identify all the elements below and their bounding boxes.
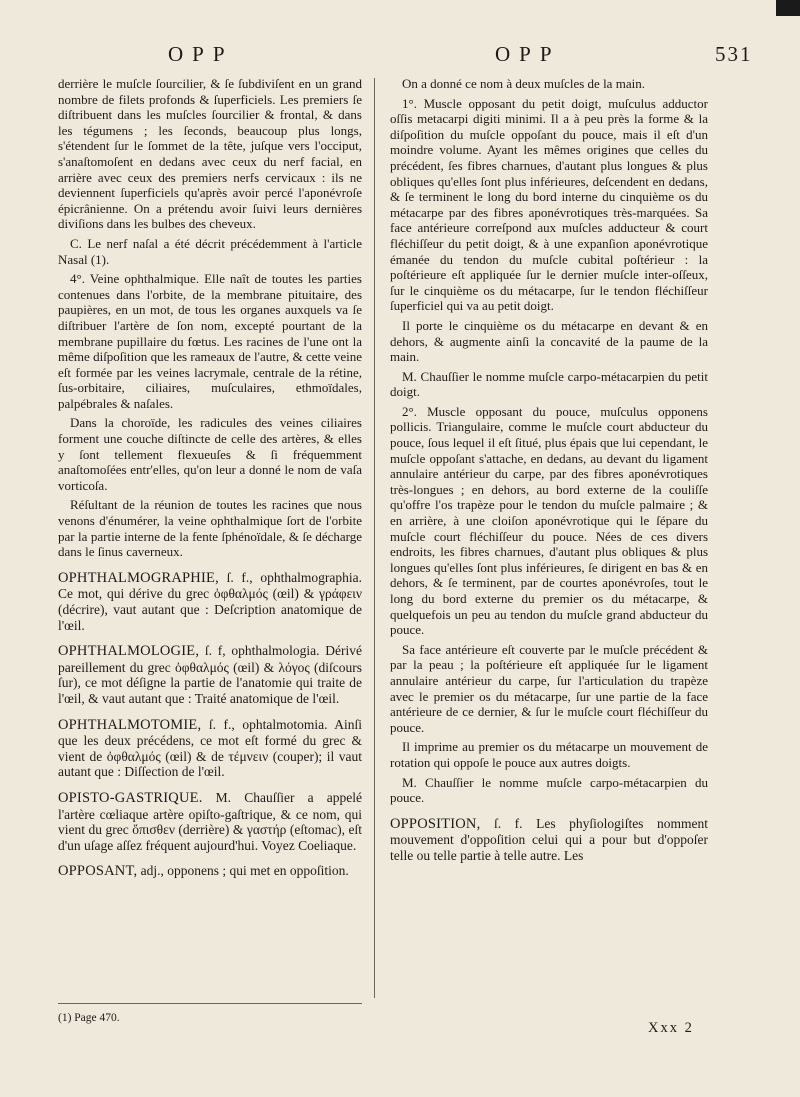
entry-headword: OPHTHALMOTOMIE, — [58, 716, 202, 733]
paragraph: Dans la choroïde, les radicules des veines ciliaires forment une couche diſtincte de celle des artères, & elles y ſont tellement flexueuſes & ſi fréquemment anaſtomoſées entr'elles, qu'on leur a donné le nom de vaſa vorticoſa. — [58, 415, 362, 493]
paragraph: M. Chauſſier le nomme muſcle carpo-métacarpien du petit doigt. — [390, 368, 708, 400]
entry-headword: OPHTHALMOGRAPHIE, — [58, 569, 219, 586]
footnote: (1) Page 470. — [58, 1003, 362, 1024]
dictionary-entry — [58, 863, 362, 880]
paragraph: Réſultant de la réunion de toutes les racines que nous venons d'énumérer, la veine ophthalmique ſort de l'orbite par la partie interne de la fente ſphénoïdale, & ſe décharge dans le ſinus caverneux. — [58, 497, 362, 560]
paragraph: C. Le nerf naſal a été décrit précédemment à l'article Nasal (1). — [58, 235, 362, 267]
entry-headword: OPPOSANT, — [58, 863, 138, 880]
entry-body: ſ. f., ophtalmotomia. Ainſi que les deux précédens, ce mot eſt formé du grec & vient de ὀφθαλμός (œil) & de τέμνειν (couper); il vaut autant que : Diſſection de l'œil. — [58, 716, 362, 780]
right-column — [390, 76, 708, 868]
dictionary-entry — [58, 570, 362, 633]
column-divider — [374, 78, 375, 998]
paragraph: 1°. Muscle opposant du petit doigt, muſculus adductor oſſis metacarpi digiti minimi. Il a à peu près la forme & la diſpoſition du muſcle oppoſant du pouce, mais il eſt d'un moindre volume. Ayant les mêmes origines que celles du précédent, ſes fibres charnues, d'autant plus longues & plus obliques qu'elles ſont plus inférieures, deſcendent en dedans, & ſe terminent le long du bord interne du cinquième os du métacarpe par des fibres aponévrotiques très-marquées. Sa face antérieure correſpond aux muſcles adducteur & court fléchiſſeur du petit doigt, & à une expanſion aponévrotique émanée du tendon du muſcle cubital poſtérieur : la poſtérieure eſt appliquée ſur le dernier muſcle inter-oſſeux, ſur le cinquième os du métacarpe, ſur le tendon fléchiſſeur ſuperficiel qui va au petit doigt. — [390, 95, 708, 314]
signature-mark: Xxx 2 — [648, 1020, 694, 1036]
entry-body: M. Chauſſier a appelé l'artère cœliaque artère opiſto-gaſtrique, & ce nom, qui vient du grec ὄπισθεν (derrière) & γαστήρ (eſtomac), eſt d'un uſage aſſez fréquent aujourd'hui. Voyez Coeliaque. — [58, 789, 362, 853]
dictionary-entry — [58, 717, 362, 780]
entry-body: ſ. f. Les phyſiologiſtes nomment mouvement d'oppoſition celui qui a pour but d'oppoſer telle ou telle partie à telle autre. Les — [390, 815, 708, 863]
left-column — [58, 76, 362, 884]
page-number: 531 — [715, 42, 753, 66]
paragraph: M. Chauſſier le nomme muſcle carpo-métacarpien du pouce. — [390, 774, 708, 806]
entry-headword: OPPOSITION, — [390, 815, 481, 832]
entry-headword: OPISTO-GASTRIQUE. — [58, 789, 203, 806]
paragraph: Il porte le cinquième os du métacarpe en devant & en dehors, & augmente ainſi la concavité de la paume de la main. — [390, 317, 708, 365]
dictionary-entry — [390, 816, 708, 864]
paragraph: Il imprime au premier os du métacarpe un mouvement de rotation qui oppoſe le pouce aux autres doigts. — [390, 739, 708, 770]
header-right-word: OPP — [495, 42, 561, 66]
dictionary-entry — [58, 643, 362, 706]
entry-body: adj., opponens ; qui met en oppoſition. — [137, 863, 349, 879]
paragraph: On a donné ce nom à deux muſcles de la main. — [402, 76, 645, 91]
entry-body: ſ. f, ophthalmologia. Dérivé pareillement du grec ὀφθαλμός (œil) & λόγος (diſcours ſur), ce mot déſigne la partie de l'anatomie qui traite de l'œil, & vaut autant que : Traité anatomique de l'œil. — [58, 643, 362, 706]
entry-headword: OPHTHALMOLOGIE, — [58, 643, 200, 660]
paragraph: derrière le muſcle ſourcilier, & ſe ſubdiviſent en un grand nombre de filets profonds & ſuperficiels. Les premiers ſe diſtribuent dans les muſcles ſourcilier & frontal, & dans les tégumens ; les ſeconds, beaucoup plus longs, s'étendent ſur le ſommet de la tête, juſque vers l'occiput, s'anaſtomoſent en dedans avec ceux du nerf facial, en arrière avec ceux des premiers nerfs cervicaux : ils ne deviennent ſuperficiels qu'après avoir percé l'aponévroſe épicrânienne. On a prétendu avoir ſuivi leurs dernières diviſions dans les bulbes des cheveux. — [58, 76, 362, 232]
paragraph: 2°. Muscle opposant du pouce, muſculus opponens pollicis. Triangulaire, comme le muſcle court abducteur du pouce, ſous lequel il eſt ſitué, plus épais que lui cependant, le muſcle oppoſant s'attache, en dedans, au devant du ligament annulaire antérieur du carpe, par des fibres aponévrotiques très-longues ; en dehors, au bord externe de la couliſſe qu'offre l'os trapèze pour le tendon du muſcle palmaire ; & en arrière, à une cloiſon aponévrotique qui le ſépare du muſcle court fléchiſſeur du pouce. Nées de ces divers endroits, les fibres charnues, d'autant plus obliques & plus longues qu'elles ſont plus inférieures, ſe dirigent en bas & en dehors, & ſe terminent, par de courtes aponévroſes, tout le long du bord externe du premier os du métacarpe, & quelquefois un peu au tendon du muſcle grand abducteur du pouce. — [390, 403, 708, 638]
page-corner-tab — [776, 0, 800, 16]
entry-body: ſ. f., ophthalmographia. Ce mot, qui dérive du grec ὀφθαλμός (œil) & γράφειν (décrire), vaut autant que : Deſcription anatomique de l'œil. — [58, 569, 362, 633]
running-header — [0, 42, 800, 72]
paragraph: 4°. Veine ophthalmique. Elle naît de toutes les parties contenues dans l'orbite, de la membrane pituitaire, des paupières, en un mot, de tous les organes auxquels va ſe diſtribuer l'artère de ſon nom, excepté pourtant de la membrane pupillaire du fœtus. Les racines de l'une ont la même diſpoſition que les rameaux de l'autre, & cette veine eſt formée par les veines lacrymale, centrale de la rétine, ſus-orbitaire, ciliaires, muſculaires, ethmoïdales, palpébrales & naſales. — [58, 271, 362, 411]
paragraph: Sa face antérieure eſt couverte par le muſcle précédent & par la peau ; la poſtérieure eſt appliquée ſur le ligament annulaire antérieur du carpe, ſur l'articulation du trapèze avec le premier os du métacarpe, ſur une partie de la face antérieure de ce dernier, & ſur le muſcle court fléchiſſeur du pouce. — [390, 641, 708, 735]
dictionary-entry — [58, 790, 362, 853]
header-left-word: OPP — [168, 42, 234, 66]
